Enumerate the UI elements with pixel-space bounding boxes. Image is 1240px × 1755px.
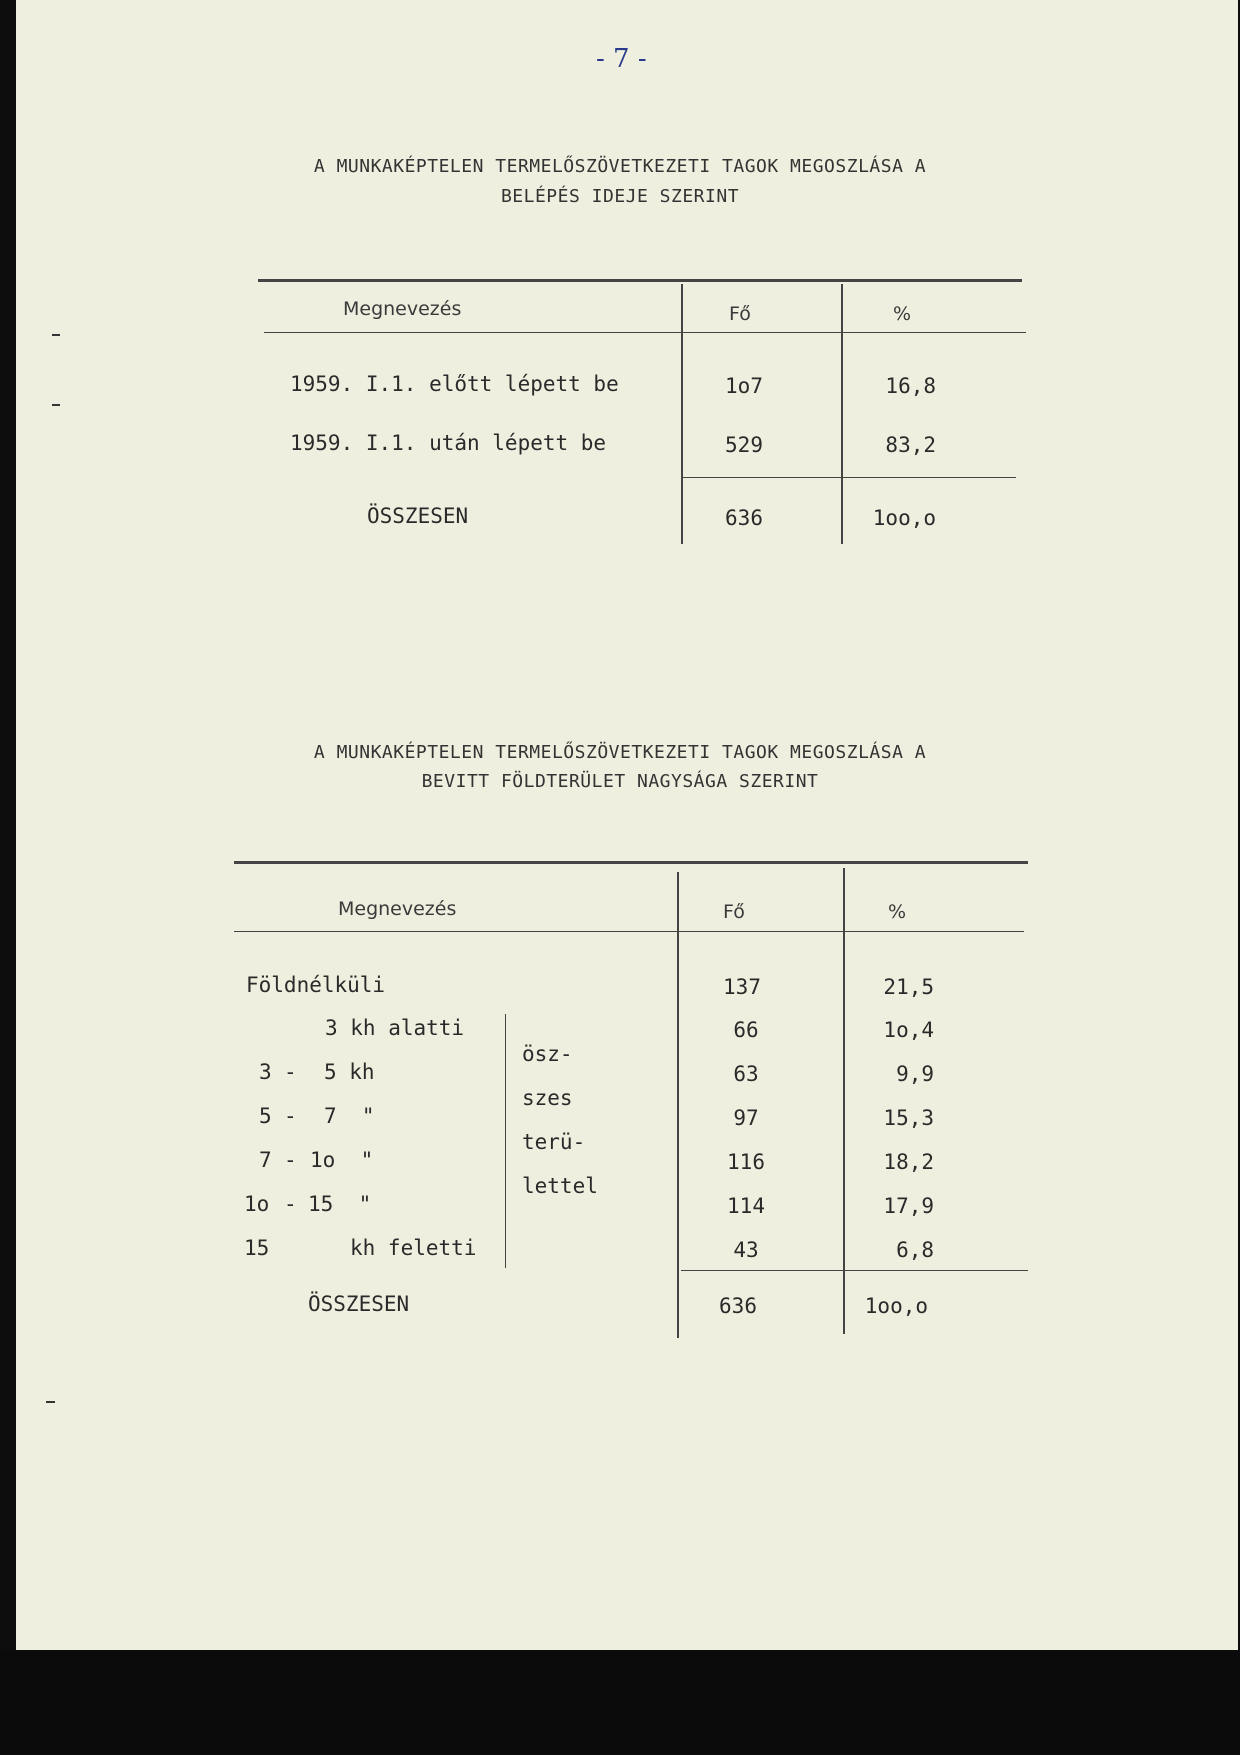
table2-header-pct: % — [887, 901, 907, 923]
table2-row1-count: 66 — [733, 1018, 759, 1042]
table2-landless-count: 137 — [723, 975, 761, 999]
table1-total-count: 636 — [725, 506, 763, 530]
table1-col-divider-2 — [841, 284, 843, 544]
table2-row2-pct: 9,9 — [896, 1062, 934, 1086]
table1-title-line1: A MUNKAKÉPTELEN TERMELŐSZÖVETKEZETI TAGOK MEGOSZLÁSA A — [313, 156, 927, 177]
table1-total-rule — [683, 477, 1016, 478]
table2-row4-dash: - — [284, 1148, 297, 1172]
table1-row1-count: 1o7 — [725, 374, 763, 398]
table1-header-rule — [264, 332, 1026, 333]
table2-row3-pct: 15,3 — [883, 1106, 934, 1130]
table2-total-count: 636 — [719, 1294, 757, 1318]
table1-row1-pct: 16,8 — [885, 374, 936, 398]
table1-col-divider-1 — [681, 284, 683, 544]
table1-total-name: ÖSSZESEN — [367, 504, 469, 528]
table1-row2-name: 1959. I.1. után lépett be — [290, 431, 607, 455]
table2-row1-name: 3 kh alatti — [325, 1016, 465, 1040]
margin-mark — [46, 1401, 55, 1403]
table2-col-divider-1 — [677, 872, 679, 1338]
table2-total-rule — [681, 1270, 1028, 1271]
table2-row6-from: 15 — [244, 1236, 270, 1260]
table2-total-pct: 1oo,o — [864, 1294, 928, 1318]
table2-group-label-3: terü- — [522, 1130, 586, 1154]
table1-header-count: Fő — [729, 303, 751, 325]
table2-group-label-4: lettel — [522, 1174, 598, 1198]
table2-header-name: Megnevezés — [338, 898, 457, 920]
table2-landless-pct: 21,5 — [883, 975, 934, 999]
table1-title-line2: BELÉPÉS IDEJE SZERINT — [500, 186, 740, 207]
page-number: - 7 - — [596, 44, 647, 74]
table2-group-label-1: ösz- — [522, 1042, 573, 1066]
document-page — [16, 0, 1238, 1650]
table1-header-pct: % — [892, 303, 912, 325]
table2-row5-dash: - — [284, 1192, 297, 1216]
table2-row4-to: 1o " — [310, 1148, 374, 1172]
table2-header-count: Fő — [723, 901, 745, 923]
table2-row3-count: 97 — [733, 1106, 759, 1130]
margin-mark — [52, 334, 60, 336]
scan-border — [0, 1650, 1240, 1755]
margin-mark — [52, 404, 60, 406]
table1-total-pct: 1oo,o — [872, 506, 936, 530]
table2-row6-to: kh feletti — [350, 1236, 477, 1260]
table1-header-name: Megnevezés — [343, 298, 462, 320]
table2-group-label-2: szes — [522, 1086, 573, 1110]
table2-row5-from: 1o — [244, 1192, 270, 1216]
table2-row2-dash: - — [284, 1060, 297, 1084]
table2-row2-from: 3 — [259, 1060, 272, 1084]
table2-col-divider-2 — [843, 868, 845, 1334]
table2-row5-to: 15 " — [308, 1192, 372, 1216]
table2-title-line1: A MUNKAKÉPTELEN TERMELŐSZÖVETKEZETI TAGOK MEGOSZLÁSA A — [313, 742, 927, 763]
table1-row1-name: 1959. I.1. előtt lépett be — [290, 372, 619, 396]
table2-row4-count: 116 — [727, 1150, 765, 1174]
table2-group-bracket — [505, 1014, 506, 1268]
table2-header-rule — [234, 931, 1024, 932]
table2-row5-pct: 17,9 — [883, 1194, 934, 1218]
table2-row4-pct: 18,2 — [883, 1150, 934, 1174]
table2-landless-name: Földnélküli — [246, 973, 386, 997]
table2-row5-count: 114 — [727, 1194, 765, 1218]
table2-row3-to: 7 " — [324, 1104, 375, 1128]
table2-total-name: ÖSSZESEN — [308, 1292, 410, 1316]
table1-row2-count: 529 — [725, 433, 763, 457]
table2-row6-count: 43 — [733, 1238, 759, 1262]
table2-row1-pct: 1o,4 — [883, 1018, 934, 1042]
table2-row3-dash: - — [284, 1104, 297, 1128]
table1-row2-pct: 83,2 — [885, 433, 936, 457]
table2-row6-pct: 6,8 — [896, 1238, 934, 1262]
table2-row2-to: 5 kh — [324, 1060, 375, 1084]
table2-title-line2: BEVITT FÖLDTERÜLET NAGYSÁGA SZERINT — [421, 771, 819, 792]
table2-row2-count: 63 — [733, 1062, 759, 1086]
table2-top-rule — [234, 861, 1028, 864]
table1-top-rule — [258, 279, 1022, 282]
table2-row4-from: 7 — [259, 1148, 272, 1172]
table2-row3-from: 5 — [259, 1104, 272, 1128]
